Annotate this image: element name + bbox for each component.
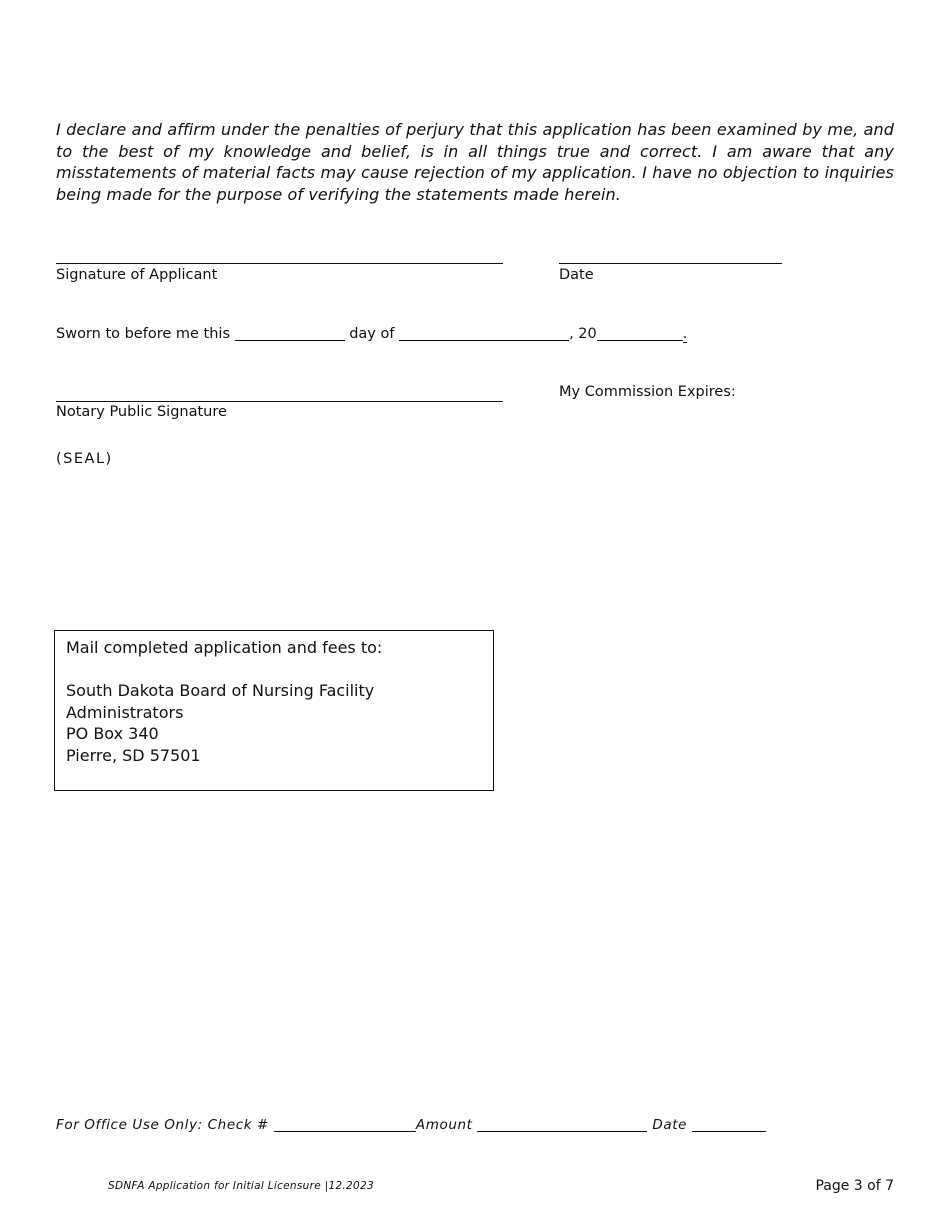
footer-document-id: SDNFA Application for Initial Licensure |12.2023	[108, 1180, 374, 1192]
sworn-month-field[interactable]	[399, 326, 569, 341]
sworn-statement	[56, 323, 687, 344]
commission-expires-label: My Commission Expires:	[559, 384, 736, 400]
sworn-year-field[interactable]	[597, 326, 683, 341]
mail-organization: South Dakota Board of Nursing Facility Administrators	[66, 681, 375, 722]
mail-po-box: PO Box 340	[66, 724, 159, 743]
mail-city: Pierre, SD 57501	[66, 745, 201, 765]
mail-heading: Mail completed application and fees to:	[66, 638, 383, 657]
notary-signature-label: Notary Public Signature	[56, 404, 227, 420]
declaration-text: I declare and affirm under the penalties of perjury that this application has been examined by me, and to the best of my knowledge and belief, is in all things true and correct. I am aware that any misstatements of material facts may cause rejection of my application. I have no objection to inquiries being made for the purpose of verifying the statements made herein.	[56, 120, 894, 204]
applicant-signature-line[interactable]	[56, 263, 503, 264]
office-amount-field[interactable]	[477, 1117, 647, 1132]
sworn-period: .	[682, 326, 688, 342]
sworn-day-field[interactable]	[235, 326, 345, 341]
sworn-year-prefix: , 20	[569, 326, 597, 342]
sworn-day-of: day of	[349, 326, 395, 342]
seal-label: (SEAL)	[56, 451, 113, 467]
mail-address-box	[54, 630, 494, 791]
office-date-field[interactable]	[692, 1117, 766, 1132]
sworn-prefix: Sworn to before me this	[56, 326, 230, 342]
applicant-date-line[interactable]	[559, 263, 782, 264]
footer-page-number: Page 3 of 7	[815, 1178, 894, 1194]
applicant-signature-label: Signature of Applicant	[56, 267, 218, 283]
applicant-date-label: Date	[559, 267, 594, 283]
office-check-label: For Office Use Only: Check #	[56, 1117, 269, 1133]
office-date-label: Date	[652, 1117, 688, 1133]
notary-signature-line[interactable]	[56, 401, 503, 402]
office-use-row	[56, 1114, 766, 1135]
office-check-field[interactable]	[274, 1117, 416, 1132]
office-amount-label: Amount	[415, 1117, 473, 1133]
